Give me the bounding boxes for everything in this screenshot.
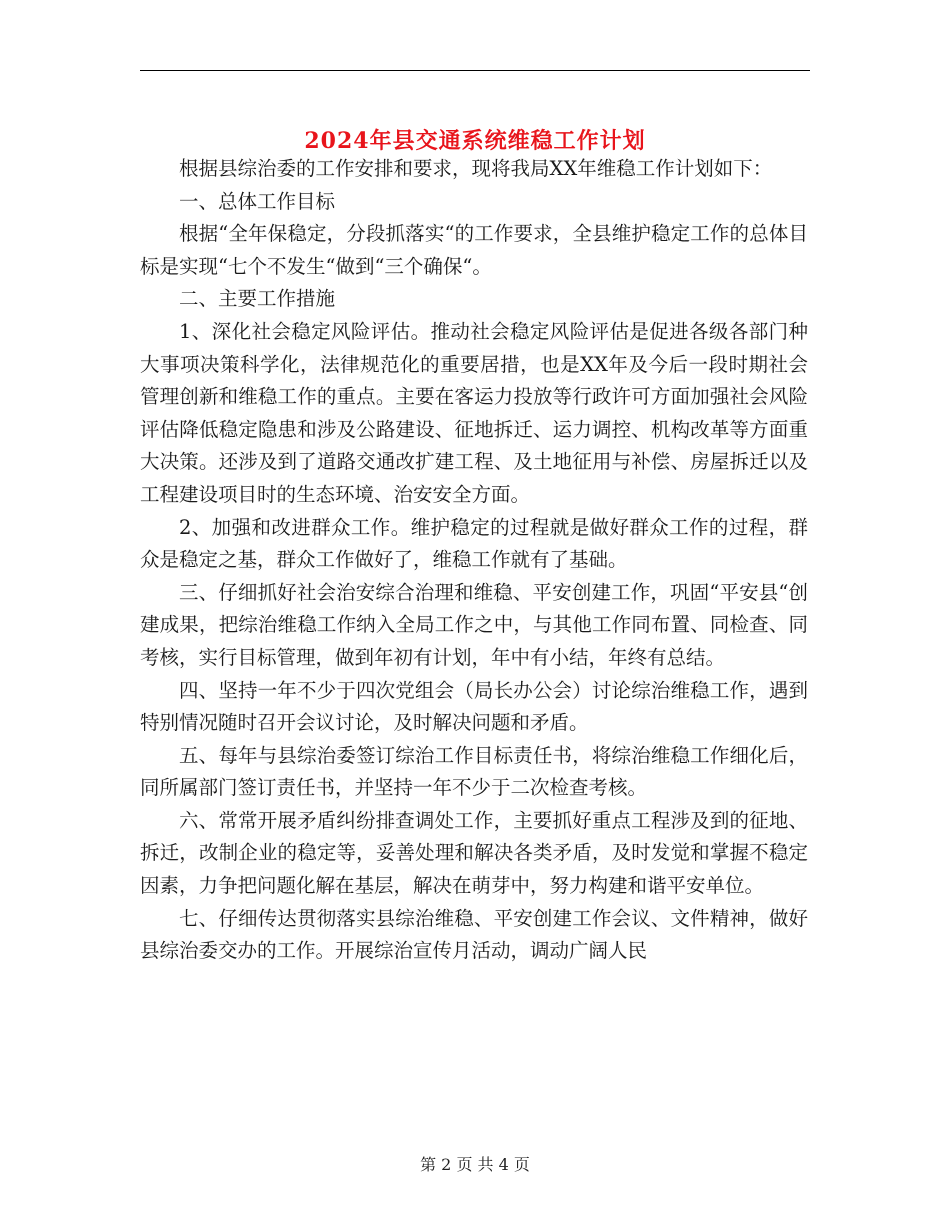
page-number: 第 2 页 共 4 页 [420, 1155, 530, 1174]
paragraph-item-7: 七、仔细传达贯彻落实县综治维稳、平安创建工作会议、文件精神，做好县综治委交办的工作。开展综治宣传月活动，调动广阔人民 [140, 906, 808, 963]
paragraph-item-3: 三、仔细抓好社会治安综合治理和维稳、平安创建工作，巩固“平安县“创建成果，把综治维稳工作纳入全局工作之中，与其他工作同布置、同检查、同考核，实行目标管理，做到年初有计划，年中有小结，年终有总结。 [140, 580, 808, 669]
paragraph-item-6: 六、常常开展矛盾纠纷排查调处工作，主要抓好重点工程涉及到的征地、拆迁，改制企业的稳定等，妥善处理和解决各类矛盾，及时发觉和掌握不稳定因素，力争把问题化解在基层，解决在萌芽中，努力构建和谐平安单位。 [140, 808, 808, 898]
header-rule [140, 70, 810, 71]
document-title: 2024年县交通系统维稳工作计划 [304, 127, 646, 154]
heading-overall-goal: 一、总体工作目标 [179, 189, 336, 213]
paragraph-item-5: 五、每年与县综治委签订综治工作目标责任书，将综治维稳工作细化后，同所属部门签订责任书，并坚持一年不少于二次检查考核。 [140, 743, 808, 800]
paragraph-item-4: 四、坚持一年不少于四次党组会（局长办公会）讨论综治维稳工作，遇到特别情况随时召开会议讨论，及时解决问题和矛盾。 [140, 678, 808, 735]
paragraph-overall-goal: 根据“全年保稳定，分段抓落实“的工作要求，全县维护稳定工作的总体目标是实现“七个不发生“做到“三个确保“。 [140, 222, 808, 278]
paragraph-measure-1: 1、深化社会稳定风险评估。推动社会稳定风险评估是促进各级各部门种大事项决策科学化，法律规范化的重要居措，也是XX年及今后一段时期社会管理创新和维稳工作的重点。主要在客运力投放等行政许可方面加强社会风险评估降低稳定隐患和涉及公路建设、征地拆迁、运力调控、机构改革等方面重大决策。还涉及到了道路交通改扩建工程、及土地征用与补偿、房屋拆迁以及工程建设项目时的生态环境、治安安全方面。 [140, 319, 808, 506]
document-body [140, 153, 808, 968]
heading-main-measures: 二、主要工作措施 [179, 287, 336, 311]
paragraph-intro: 根据县综治委的工作安排和要求，现将我局XX年维稳工作计划如下： [179, 157, 773, 180]
paragraph-measure-2: 2、加强和改进群众工作。维护稳定的过程就是做好群众工作的过程，群众是稳定之基，群众工作做好了，维稳工作就有了基础。 [140, 515, 808, 572]
